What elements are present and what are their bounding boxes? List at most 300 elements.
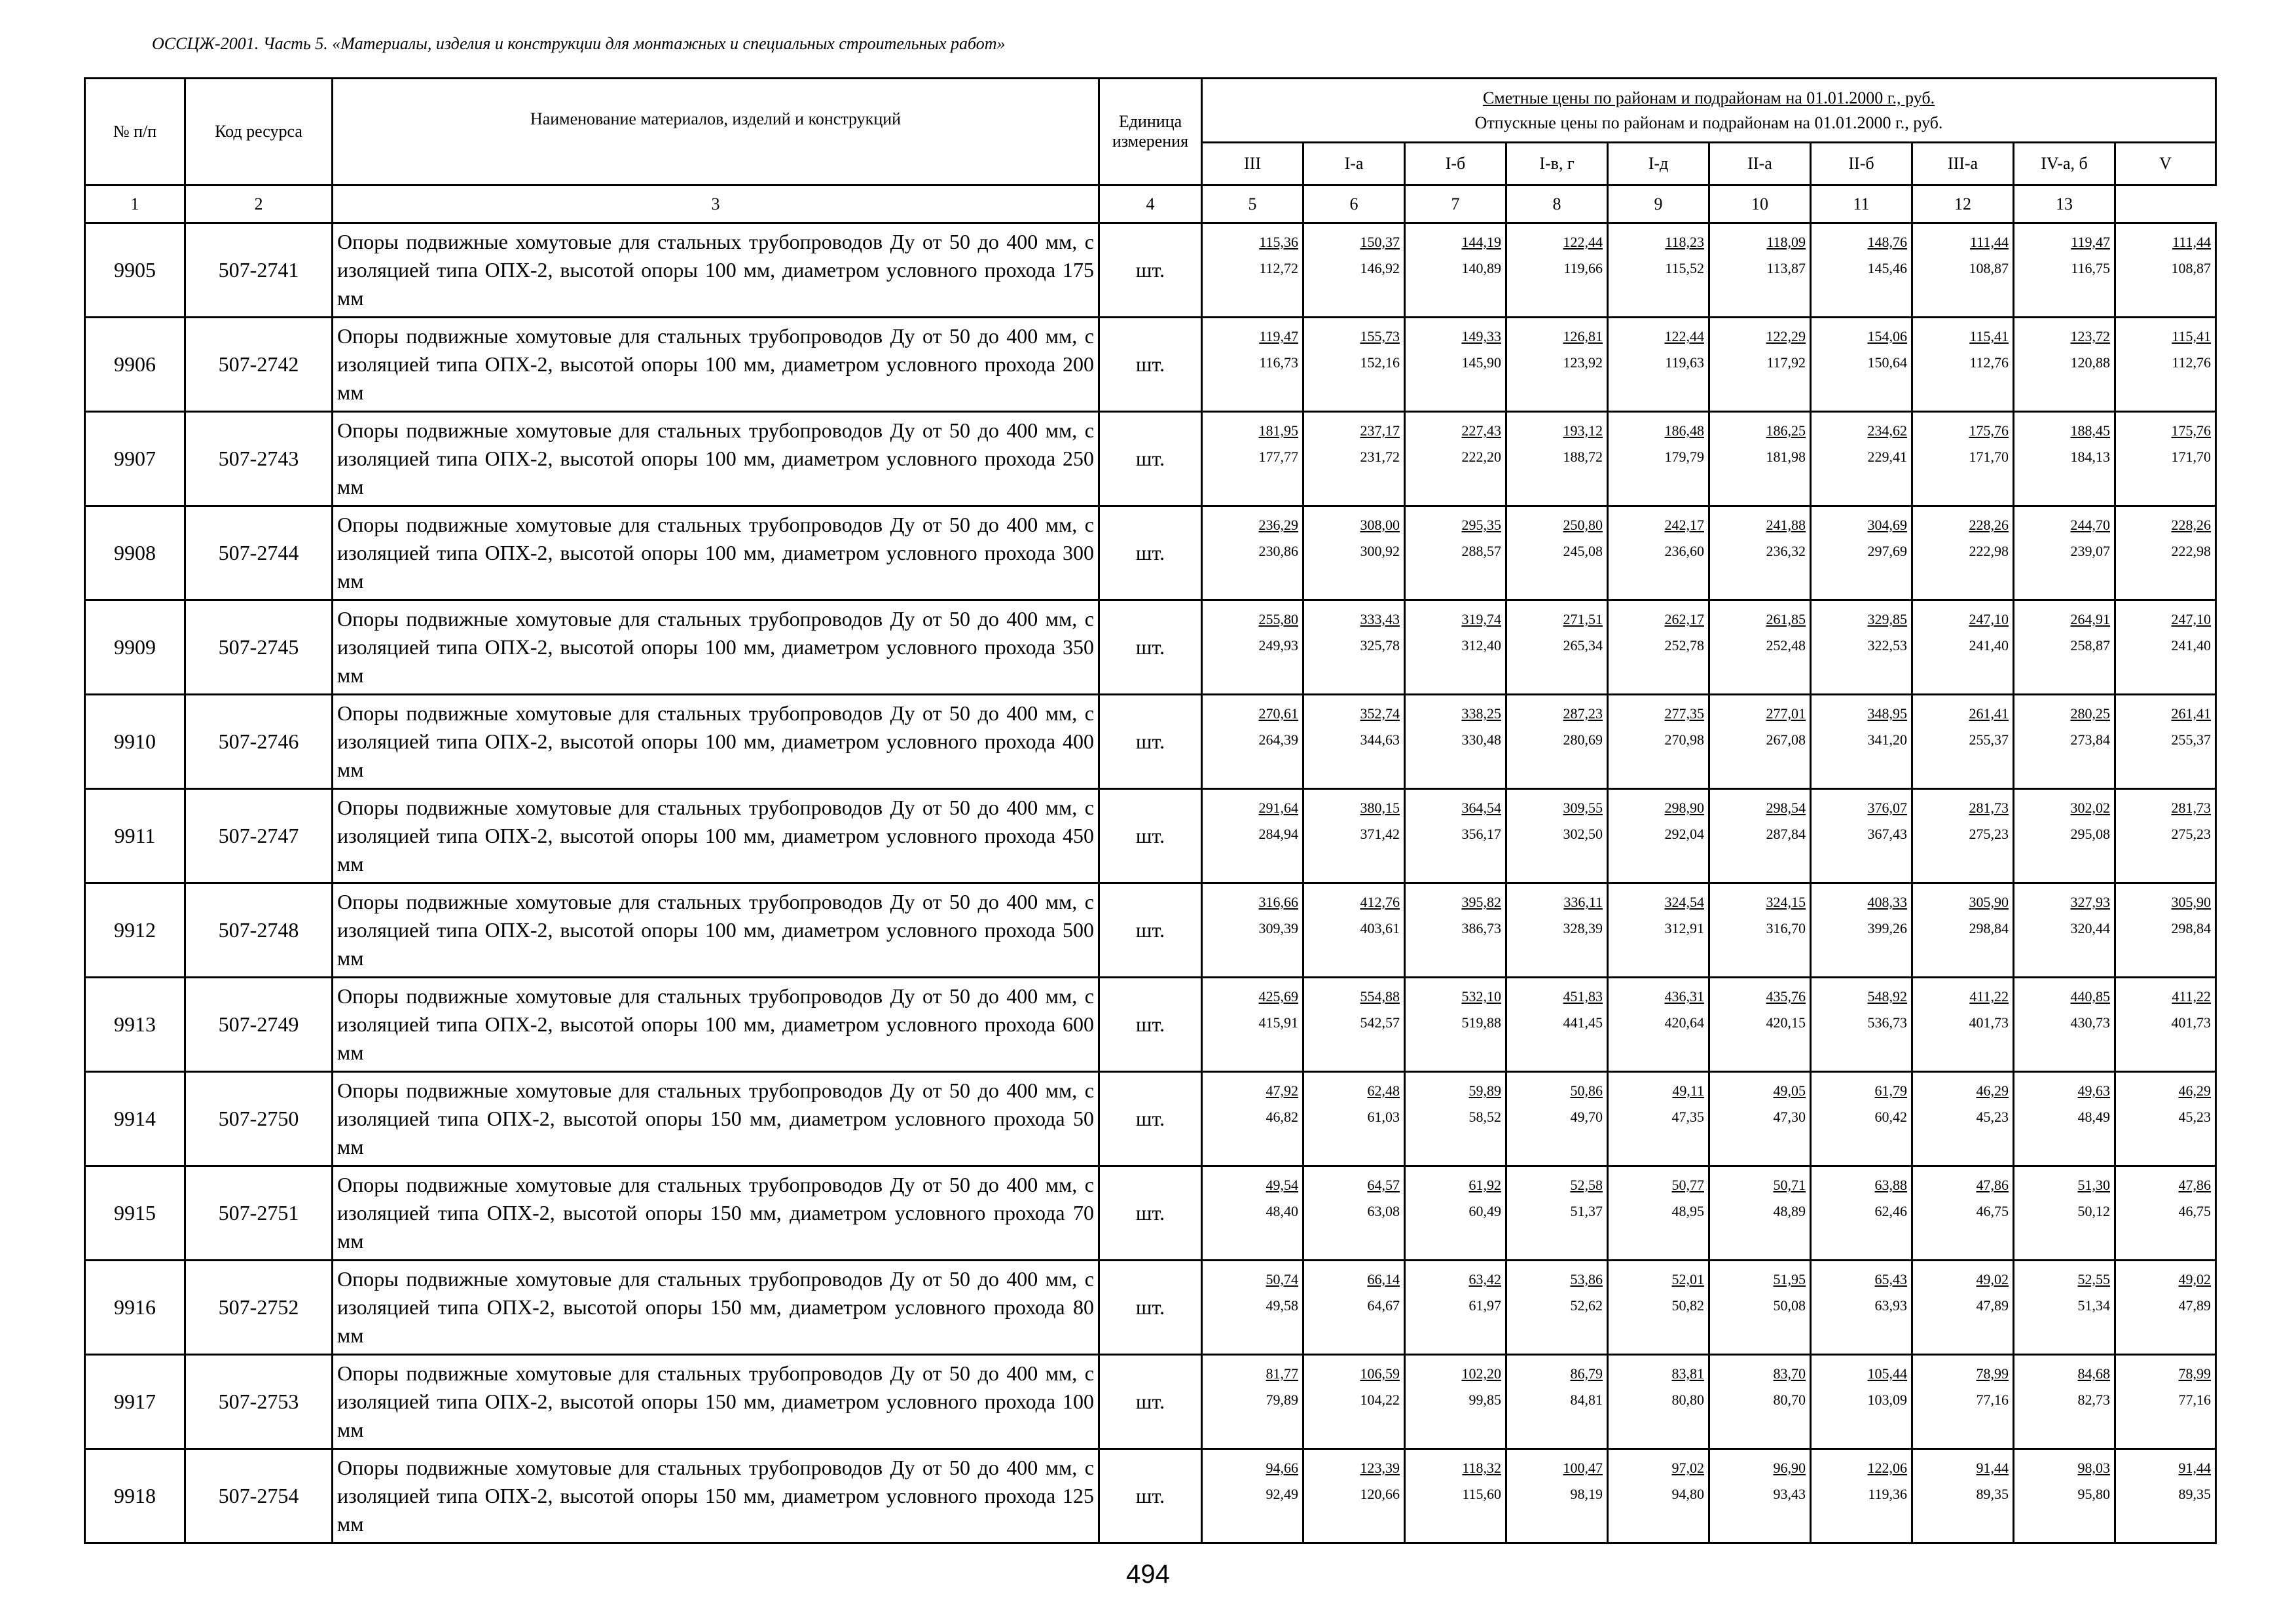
- material-name: Опоры подвижные хомутовые для стальных трубопроводов Ду от 50 до 400 мм, с изоляцией типа ОПХ-2, высотой опоры 100 мм, диаметром условного прохода 450 мм: [333, 789, 1099, 883]
- estimate-price: 61,92: [1468, 1177, 1501, 1193]
- price-cell: [1506, 412, 1608, 506]
- price-cell: [1608, 1449, 1709, 1543]
- release-price: 49,70: [1570, 1109, 1603, 1125]
- estimate-price: 255,80: [1258, 611, 1298, 627]
- price-cell: [2014, 1261, 2115, 1355]
- price-cell: [1202, 1355, 1303, 1449]
- table-row: [85, 1261, 2216, 1355]
- release-price: 252,48: [1766, 637, 1806, 654]
- price-cell: [1303, 695, 1405, 789]
- estimate-price: 298,90: [1664, 800, 1704, 816]
- estimate-price: 94,66: [1266, 1460, 1298, 1476]
- estimate-price: 295,35: [1461, 517, 1501, 533]
- price-cell: [1303, 506, 1405, 600]
- region-header: I-а: [1303, 143, 1405, 185]
- price-cell: [1202, 1166, 1303, 1261]
- estimate-price: 122,44: [1664, 328, 1704, 344]
- release-price: 325,78: [1360, 637, 1400, 654]
- price-cell: [1608, 1355, 1709, 1449]
- table-row: [85, 883, 2216, 978]
- price-cell: [1405, 600, 1506, 695]
- release-price: 241,40: [1969, 637, 2009, 654]
- column-number: 1: [85, 185, 185, 223]
- release-price: 45,23: [1976, 1109, 2009, 1125]
- estimate-price: 119,47: [2071, 234, 2110, 250]
- column-number: 9: [1608, 185, 1709, 223]
- row-index: 9911: [85, 789, 185, 883]
- price-cell: [2115, 1355, 2216, 1449]
- estimate-price: 123,39: [1360, 1460, 1400, 1476]
- release-price: 230,86: [1258, 543, 1298, 559]
- price-cell: [1811, 1072, 1912, 1166]
- release-price: 80,70: [1773, 1392, 1806, 1408]
- row-index: 9915: [85, 1166, 185, 1261]
- release-price: 93,43: [1773, 1486, 1806, 1502]
- release-price: 399,26: [1867, 920, 1907, 936]
- release-price: 89,35: [2178, 1486, 2212, 1502]
- release-price: 322,53: [1867, 637, 1907, 654]
- material-name: Опоры подвижные хомутовые для стальных трубопроводов Ду от 50 до 400 мм, с изоляцией типа ОПХ-2, высотой опоры 150 мм, диаметром условного прохода 100 мм: [333, 1355, 1099, 1449]
- material-name: Опоры подвижные хомутовые для стальных трубопроводов Ду от 50 до 400 мм, с изоляцией типа ОПХ-2, высотой опоры 100 мм, диаметром условного прохода 400 мм: [333, 695, 1099, 789]
- table-row: [85, 318, 2216, 412]
- price-cell: [1811, 600, 1912, 695]
- release-price: 52,62: [1570, 1297, 1603, 1314]
- price-cell: [2014, 318, 2115, 412]
- price-cell: [1608, 412, 1709, 506]
- release-price: 284,94: [1258, 826, 1298, 842]
- estimate-price: 193,12: [1563, 422, 1603, 439]
- price-cell: [1506, 1449, 1608, 1543]
- estimate-price: 305,90: [2171, 894, 2212, 910]
- material-name: Опоры подвижные хомутовые для стальных трубопроводов Ду от 50 до 400 мм, с изоляцией типа ОПХ-2, высотой опоры 100 мм, диаметром условного прохода 200 мм: [333, 318, 1099, 412]
- estimate-price: 49,11: [1672, 1082, 1704, 1099]
- release-price: 316,70: [1766, 920, 1806, 936]
- estimate-price: 105,44: [1867, 1365, 1907, 1382]
- price-cell: [1303, 223, 1405, 318]
- price-cell: [1709, 978, 1811, 1072]
- price-cell: [1202, 1072, 1303, 1166]
- price-cell: [1303, 1166, 1405, 1261]
- release-price: 255,37: [1969, 731, 2009, 748]
- row-index: 9912: [85, 883, 185, 978]
- estimate-price: 261,41: [2171, 705, 2212, 722]
- release-price: 236,60: [1664, 543, 1704, 559]
- estimate-price: 554,88: [1360, 988, 1400, 1005]
- price-cell: [1506, 600, 1608, 695]
- estimate-price: 228,26: [2171, 517, 2212, 533]
- estimate-price: 250,80: [1563, 517, 1603, 533]
- estimate-price: 324,15: [1766, 894, 1806, 910]
- estimate-price: 64,57: [1367, 1177, 1400, 1193]
- release-price: 115,60: [1462, 1486, 1501, 1502]
- release-price: 98,19: [1570, 1486, 1603, 1502]
- price-cell: [1709, 1166, 1811, 1261]
- release-price: 50,08: [1773, 1297, 1806, 1314]
- price-cell: [1202, 318, 1303, 412]
- price-cell: [1405, 1449, 1506, 1543]
- release-price: 320,44: [2070, 920, 2110, 936]
- estimate-price: 302,02: [2070, 800, 2110, 816]
- unit-of-measure: шт.: [1099, 600, 1202, 695]
- estimate-price: 96,90: [1773, 1460, 1806, 1476]
- price-cell: [1912, 695, 2014, 789]
- unit-of-measure: шт.: [1099, 506, 1202, 600]
- unit-of-measure: шт.: [1099, 1355, 1202, 1449]
- estimate-price: 327,93: [2070, 894, 2110, 910]
- price-cell: [1912, 223, 2014, 318]
- release-price: 344,63: [1360, 731, 1400, 748]
- estimate-price: 81,77: [1266, 1365, 1298, 1382]
- release-price: 171,70: [2171, 449, 2212, 465]
- estimate-price: 436,31: [1664, 988, 1704, 1005]
- release-price: 288,57: [1461, 543, 1501, 559]
- estimate-price: 122,06: [1867, 1460, 1907, 1476]
- release-price: 64,67: [1367, 1297, 1400, 1314]
- header-prices: [1202, 79, 2216, 143]
- price-cell: [2115, 506, 2216, 600]
- price-cell: [1405, 1261, 1506, 1355]
- header-estimate-prices: Сметные цены по районам и подрайонам на 01.01.2000 г., руб.: [1482, 88, 1935, 107]
- release-price: 401,73: [2171, 1014, 2212, 1031]
- resource-code: 507-2743: [185, 412, 333, 506]
- resource-code: 507-2749: [185, 978, 333, 1072]
- price-cell: [1608, 1072, 1709, 1166]
- release-price: 229,41: [1867, 449, 1907, 465]
- material-name: Опоры подвижные хомутовые для стальных трубопроводов Ду от 50 до 400 мм, с изоляцией типа ОПХ-2, высотой опоры 100 мм, диаметром условного прохода 500 мм: [333, 883, 1099, 978]
- price-cell: [1811, 789, 1912, 883]
- price-cell: [1709, 223, 1811, 318]
- price-cell: [1811, 695, 1912, 789]
- resource-code: 507-2744: [185, 506, 333, 600]
- price-cell: [1506, 506, 1608, 600]
- material-name: Опоры подвижные хомутовые для стальных трубопроводов Ду от 50 до 400 мм, с изоляцией типа ОПХ-2, высотой опоры 100 мм, диаметром условного прохода 600 мм: [333, 978, 1099, 1072]
- release-price: 312,91: [1664, 920, 1704, 936]
- estimate-price: 50,86: [1570, 1082, 1603, 1099]
- release-price: 47,89: [2178, 1297, 2212, 1314]
- release-price: 48,95: [1671, 1203, 1704, 1219]
- release-price: 295,08: [2070, 826, 2110, 842]
- release-price: 46,82: [1266, 1109, 1298, 1125]
- price-cell: [1912, 883, 2014, 978]
- estimate-price: 47,86: [1976, 1177, 2009, 1193]
- price-cell: [2115, 223, 2216, 318]
- unit-of-measure: шт.: [1099, 883, 1202, 978]
- release-price: 542,57: [1360, 1014, 1400, 1031]
- price-cell: [2014, 1072, 2115, 1166]
- release-price: 77,16: [2178, 1392, 2212, 1408]
- estimate-price: 234,62: [1867, 422, 1907, 439]
- price-cell: [1303, 1072, 1405, 1166]
- price-cell: [2115, 1449, 2216, 1543]
- material-name: Опоры подвижные хомутовые для стальных трубопроводов Ду от 50 до 400 мм, с изоляцией типа ОПХ-2, высотой опоры 100 мм, диаметром условного прохода 350 мм: [333, 600, 1099, 695]
- price-cell: [1709, 318, 1811, 412]
- release-price: 89,35: [1976, 1486, 2009, 1502]
- release-price: 152,16: [1360, 354, 1400, 371]
- release-price: 312,40: [1461, 637, 1501, 654]
- price-cell: [1811, 883, 1912, 978]
- column-number: 2: [185, 185, 333, 223]
- estimate-price: 244,70: [2070, 517, 2110, 533]
- price-cell: [2115, 1166, 2216, 1261]
- price-cell: [2014, 695, 2115, 789]
- estimate-price: 352,74: [1360, 705, 1400, 722]
- header-idx: № п/п: [85, 79, 185, 185]
- price-cell: [1303, 318, 1405, 412]
- release-price: 95,80: [2077, 1486, 2110, 1502]
- resource-code: 507-2753: [185, 1355, 333, 1449]
- price-cell: [1608, 1261, 1709, 1355]
- price-cell: [1912, 1261, 2014, 1355]
- release-price: 273,84: [2070, 731, 2110, 748]
- release-price: 341,20: [1867, 731, 1907, 748]
- estimate-price: 63,42: [1468, 1271, 1501, 1287]
- estimate-price: 181,95: [1258, 422, 1298, 439]
- price-cell: [2115, 789, 2216, 883]
- estimate-price: 309,55: [1563, 800, 1603, 816]
- estimate-price: 49,02: [1976, 1271, 2009, 1287]
- release-price: 80,80: [1671, 1392, 1704, 1408]
- estimate-price: 308,00: [1360, 517, 1400, 533]
- row-index: 9914: [85, 1072, 185, 1166]
- release-price: 367,43: [1867, 826, 1907, 842]
- price-cell: [2014, 223, 2115, 318]
- estimate-price: 118,09: [1766, 234, 1806, 250]
- estimate-price: 175,76: [1969, 422, 2009, 439]
- release-price: 181,98: [1766, 449, 1806, 465]
- price-cell: [2014, 978, 2115, 1072]
- header-code: Код ресурса: [185, 79, 333, 185]
- price-cell: [2014, 412, 2115, 506]
- estimate-price: 287,23: [1563, 705, 1603, 722]
- price-cell: [1709, 506, 1811, 600]
- unit-of-measure: шт.: [1099, 412, 1202, 506]
- price-cell: [1303, 1355, 1405, 1449]
- estimate-price: 52,58: [1570, 1177, 1603, 1193]
- estimate-price: 150,37: [1360, 234, 1400, 250]
- release-price: 140,89: [1461, 260, 1501, 276]
- release-price: 150,64: [1867, 354, 1907, 371]
- price-cell: [1709, 789, 1811, 883]
- release-price: 519,88: [1461, 1014, 1501, 1031]
- price-cell: [1709, 412, 1811, 506]
- estimate-price: 281,73: [1969, 800, 2009, 816]
- estimate-price: 50,74: [1266, 1271, 1298, 1287]
- release-price: 146,92: [1360, 260, 1400, 276]
- release-price: 275,23: [1969, 826, 2009, 842]
- release-price: 177,77: [1258, 449, 1298, 465]
- estimate-price: 52,01: [1671, 1271, 1704, 1287]
- column-number: 7: [1405, 185, 1506, 223]
- table-row: [85, 695, 2216, 789]
- table-row: [85, 412, 2216, 506]
- release-price: 145,90: [1461, 354, 1501, 371]
- release-price: 108,87: [1969, 260, 2009, 276]
- region-header: I-в, г: [1506, 143, 1608, 185]
- release-price: 115,52: [1665, 260, 1704, 276]
- estimate-price: 61,79: [1874, 1082, 1907, 1099]
- release-price: 47,89: [1976, 1297, 2009, 1314]
- price-cell: [1202, 695, 1303, 789]
- price-cell: [1303, 978, 1405, 1072]
- estimate-price: 53,86: [1570, 1271, 1603, 1287]
- unit-of-measure: шт.: [1099, 1449, 1202, 1543]
- release-price: 117,92: [1766, 354, 1806, 371]
- estimate-price: 66,14: [1367, 1271, 1400, 1287]
- price-cell: [1709, 1449, 1811, 1543]
- release-price: 415,91: [1258, 1014, 1298, 1031]
- price-cell: [2115, 412, 2216, 506]
- price-cell: [1912, 978, 2014, 1072]
- release-price: 61,03: [1367, 1109, 1400, 1125]
- price-cell: [1709, 1072, 1811, 1166]
- release-price: 50,82: [1671, 1297, 1704, 1314]
- estimate-price: 338,25: [1461, 705, 1501, 722]
- table-header-row: [85, 79, 2216, 143]
- price-cell: [1405, 1355, 1506, 1449]
- release-price: 249,93: [1258, 637, 1298, 654]
- unit-of-measure: шт.: [1099, 318, 1202, 412]
- region-header: I-б: [1405, 143, 1506, 185]
- estimate-price: 298,54: [1766, 800, 1806, 816]
- price-cell: [2014, 600, 2115, 695]
- release-price: 171,70: [1969, 449, 2009, 465]
- unit-of-measure: шт.: [1099, 789, 1202, 883]
- region-header: II-б: [1811, 143, 1912, 185]
- estimate-price: 123,72: [2070, 328, 2110, 344]
- estimate-price: 425,69: [1258, 988, 1298, 1005]
- release-price: 245,08: [1563, 543, 1603, 559]
- column-number-row: [85, 185, 2216, 223]
- price-cell: [1709, 1355, 1811, 1449]
- material-name: Опоры подвижные хомутовые для стальных трубопроводов Ду от 50 до 400 мм, с изоляцией типа ОПХ-2, высотой опоры 150 мм, диаметром условного прохода 125 мм: [333, 1449, 1099, 1543]
- release-price: 297,69: [1867, 543, 1907, 559]
- price-cell: [1303, 1449, 1405, 1543]
- estimate-price: 102,20: [1461, 1365, 1501, 1382]
- price-cell: [1709, 695, 1811, 789]
- estimate-price: 264,91: [2070, 611, 2110, 627]
- region-header: III: [1202, 143, 1303, 185]
- price-cell: [1405, 695, 1506, 789]
- estimate-price: 62,48: [1367, 1082, 1400, 1099]
- row-index: 9908: [85, 506, 185, 600]
- release-price: 441,45: [1563, 1014, 1603, 1031]
- release-price: 60,49: [1468, 1203, 1501, 1219]
- release-price: 401,73: [1969, 1014, 2009, 1031]
- release-price: 236,32: [1766, 543, 1806, 559]
- release-price: 222,98: [1969, 543, 2009, 559]
- unit-of-measure: шт.: [1099, 1072, 1202, 1166]
- price-cell: [1811, 1166, 1912, 1261]
- price-cell: [1912, 789, 2014, 883]
- price-cell: [2115, 600, 2216, 695]
- release-price: 60,42: [1874, 1109, 1907, 1125]
- price-cell: [1202, 883, 1303, 978]
- release-price: 47,30: [1773, 1109, 1806, 1125]
- unit-of-measure: шт.: [1099, 223, 1202, 318]
- unit-of-measure: шт.: [1099, 1261, 1202, 1355]
- release-price: 99,85: [1468, 1392, 1501, 1408]
- release-price: 270,98: [1664, 731, 1704, 748]
- release-price: 265,34: [1563, 637, 1603, 654]
- estimate-price: 247,10: [2171, 611, 2212, 627]
- estimate-price: 237,17: [1360, 422, 1400, 439]
- price-cell: [1202, 1449, 1303, 1543]
- estimate-price: 270,61: [1258, 705, 1298, 722]
- estimate-price: 435,76: [1766, 988, 1806, 1005]
- region-header: I-д: [1608, 143, 1709, 185]
- estimate-price: 348,95: [1867, 705, 1907, 722]
- material-name: Опоры подвижные хомутовые для стальных трубопроводов Ду от 50 до 400 мм, с изоляцией типа ОПХ-2, высотой опоры 150 мм, диаметром условного прохода 80 мм: [333, 1261, 1099, 1355]
- price-cell: [1202, 789, 1303, 883]
- price-cell: [1506, 1072, 1608, 1166]
- table-row: [85, 1355, 2216, 1449]
- release-price: 92,49: [1266, 1486, 1298, 1502]
- estimate-price: 86,79: [1570, 1365, 1603, 1382]
- release-price: 420,64: [1664, 1014, 1704, 1031]
- release-price: 103,09: [1867, 1392, 1907, 1408]
- price-cell: [1405, 883, 1506, 978]
- release-price: 46,75: [1976, 1203, 2009, 1219]
- estimate-price: 247,10: [1969, 611, 2009, 627]
- price-cell: [1811, 506, 1912, 600]
- price-cell: [1912, 506, 2014, 600]
- estimate-price: 329,85: [1867, 611, 1907, 627]
- price-table: [84, 77, 2217, 1544]
- price-cell: [1506, 1166, 1608, 1261]
- price-cell: [2014, 506, 2115, 600]
- release-price: 300,92: [1360, 543, 1400, 559]
- estimate-price: 242,17: [1664, 517, 1704, 533]
- release-price: 231,72: [1360, 449, 1400, 465]
- resource-code: 507-2745: [185, 600, 333, 695]
- release-price: 252,78: [1664, 637, 1704, 654]
- release-price: 120,66: [1360, 1486, 1400, 1502]
- estimate-price: 236,29: [1258, 517, 1298, 533]
- estimate-price: 149,33: [1461, 328, 1501, 344]
- price-cell: [2115, 318, 2216, 412]
- estimate-price: 83,70: [1773, 1365, 1806, 1382]
- release-price: 258,87: [2070, 637, 2110, 654]
- price-cell: [1608, 978, 1709, 1072]
- estimate-price: 118,32: [1462, 1460, 1501, 1476]
- release-price: 188,72: [1563, 449, 1603, 465]
- price-cell: [1811, 1261, 1912, 1355]
- release-price: 328,39: [1563, 920, 1603, 936]
- estimate-price: 411,22: [2172, 988, 2212, 1005]
- release-price: 46,75: [2178, 1203, 2212, 1219]
- region-header: IV-а, б: [2014, 143, 2115, 185]
- estimate-price: 411,22: [1969, 988, 2009, 1005]
- release-price: 51,37: [1570, 1203, 1603, 1219]
- price-cell: [1608, 223, 1709, 318]
- row-index: 9917: [85, 1355, 185, 1449]
- price-cell: [1405, 1166, 1506, 1261]
- estimate-price: 111,44: [1970, 234, 2009, 250]
- estimate-price: 47,92: [1266, 1082, 1298, 1099]
- table-row: [85, 1449, 2216, 1543]
- estimate-price: 49,54: [1266, 1177, 1298, 1193]
- estimate-price: 440,85: [2070, 988, 2110, 1005]
- row-index: 9905: [85, 223, 185, 318]
- column-number: 6: [1303, 185, 1405, 223]
- price-cell: [1405, 789, 1506, 883]
- price-cell: [1405, 506, 1506, 600]
- price-cell: [2115, 883, 2216, 978]
- price-cell: [1608, 695, 1709, 789]
- row-index: 9909: [85, 600, 185, 695]
- price-cell: [1811, 412, 1912, 506]
- estimate-price: 115,41: [2172, 328, 2212, 344]
